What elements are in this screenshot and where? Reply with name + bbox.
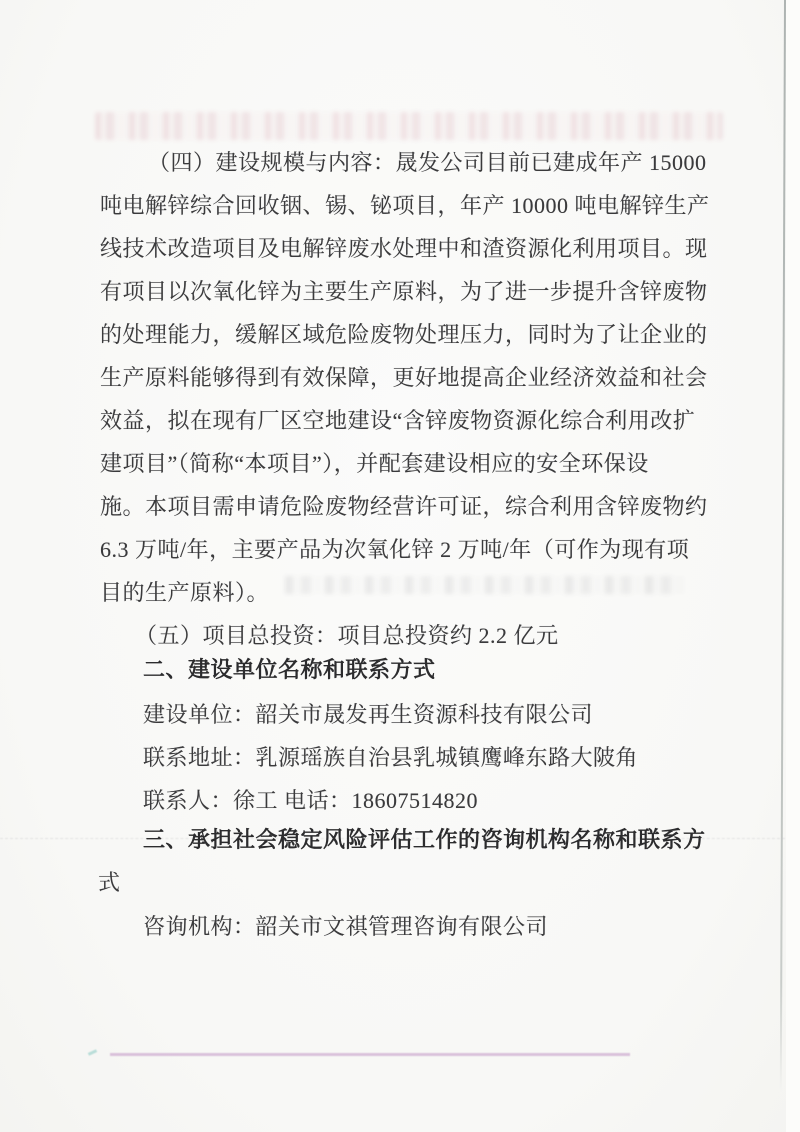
page-right-edge [786, 0, 800, 1132]
paragraph-construction-scale-line-1: （四）建设规模与内容：晟发公司目前已建成年产 15000 [148, 150, 707, 175]
paragraph-construction-scale-line-6: 生产原料能够得到有效保障，更好地提高企业经济效益和社会 [100, 365, 708, 390]
section-heading-consulting-agency: 三、承担社会稳定风险评估工作的咨询机构名称和联系方 [143, 827, 706, 852]
paragraph-construction-scale-line-5: 的处理能力，缓解区域危险废物处理压力，同时为了让企业的 [100, 322, 708, 347]
paragraph-construction-scale-line-10: 6.3 万吨/年，主要产品为次氧化锌 2 万吨/年（可作为现有项 [100, 537, 690, 562]
bleed-through-tick-mark [88, 1049, 97, 1056]
paragraph-construction-scale-line-3: 线技术改造项目及电解锌废水处理中和渣资源化利用项目。现 [100, 236, 708, 261]
paragraph-construction-scale-line-2: 吨电解锌综合回收铟、锡、铋项目，年产 10000 吨电解锌生产 [100, 193, 710, 218]
paragraph-construction-scale-line-11: 目的生产原料）。 [100, 580, 270, 605]
section-heading-construction-unit: 二、建设单位名称和联系方式 [143, 657, 436, 682]
line-contact-address: 联系地址：乳源瑶族自治县乳城镇鹰峰东路大陂角 [143, 745, 639, 770]
line-construction-unit: 建设单位：韶关市晟发再生资源科技有限公司 [143, 702, 594, 727]
line-contact-person-phone: 联系人：徐工 电话：18607514820 [143, 788, 479, 813]
paragraph-construction-scale-line-8: 建项目”（简称“本项目”），并配套建设相应的安全环保设 [100, 451, 649, 476]
bleed-through-gray-text-smear [285, 576, 685, 594]
paragraph-construction-scale-line-9: 施。本项目需申请危险废物经营许可证，综合利用含锌废物约 [100, 494, 708, 519]
paragraph-construction-scale-line-7: 效益，拟在现有厂区空地建设“含锌废物资源化综合利用改扩 [100, 408, 696, 433]
paragraph-construction-scale-line-4: 有项目以次氧化锌为主要生产原料，为了进一步提升含锌废物 [100, 279, 708, 304]
bleed-through-pink-text-smear [95, 112, 723, 140]
paragraph-total-investment: （五）项目总投资：项目总投资约 2.2 亿元 [135, 623, 559, 648]
line-consulting-agency: 咨询机构：韶关市文祺管理咨询有限公司 [143, 914, 549, 939]
bleed-through-underline [110, 1053, 630, 1056]
section-heading-consulting-agency-wrap: 式 [98, 870, 121, 895]
